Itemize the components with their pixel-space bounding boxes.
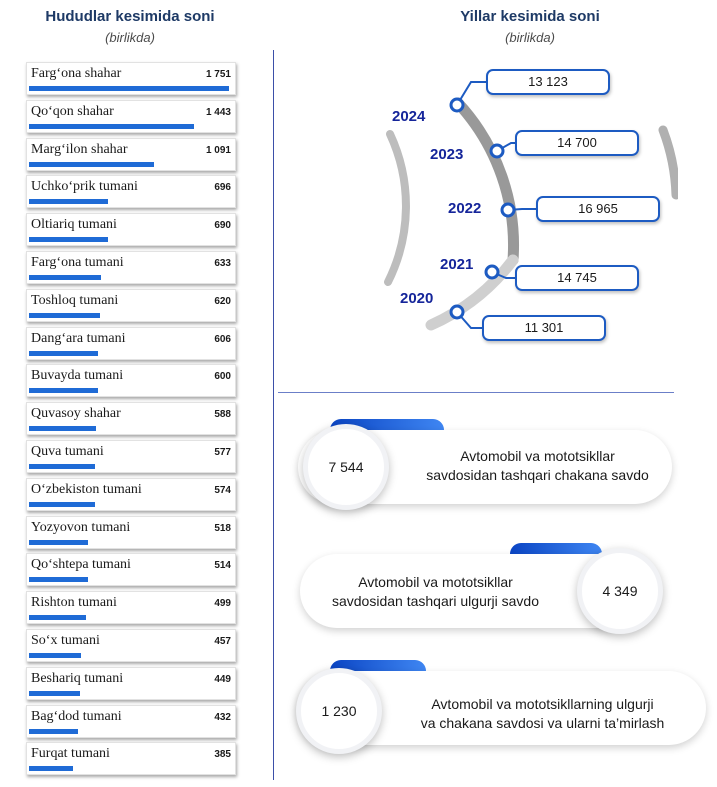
region-row xyxy=(26,138,236,171)
region-name: Farg‘ona tumani xyxy=(31,255,124,270)
year-value-box: 16 965 xyxy=(536,196,660,222)
region-value: 690 xyxy=(214,220,231,232)
region-bar xyxy=(29,540,88,545)
region-bar xyxy=(29,351,98,356)
region-row xyxy=(26,364,236,397)
region-value: 574 xyxy=(214,484,231,496)
year-value-box: 14 745 xyxy=(515,265,639,291)
vertical-divider xyxy=(273,50,274,780)
region-name: Buvayda tumani xyxy=(31,368,124,384)
region-name: Quva tumani xyxy=(31,444,104,459)
region-row xyxy=(26,175,236,208)
year-label: 2021 xyxy=(440,256,474,273)
region-value: 620 xyxy=(214,295,231,307)
regions-subtitle: (birlikda) xyxy=(105,30,155,45)
year-value-box: 13 123 xyxy=(486,69,610,95)
region-value: 606 xyxy=(214,333,231,345)
region-name: Oltiariq tumani xyxy=(31,217,117,233)
region-value: 600 xyxy=(214,371,231,383)
years-subtitle: (birlikda) xyxy=(505,30,555,45)
card-1-line-1: Avtomobil va mototsikllar xyxy=(460,448,615,464)
region-value: 633 xyxy=(214,258,231,269)
horizontal-divider xyxy=(278,392,674,393)
region-bar xyxy=(29,388,98,393)
region-value: 1 091 xyxy=(205,144,231,156)
region-name: Qo‘qon shahar xyxy=(31,103,114,119)
year-label: 2023 xyxy=(430,146,464,163)
region-value: 518 xyxy=(214,522,231,534)
region-value: 1 443 xyxy=(205,106,231,118)
card-3-line-1: Avtomobil va mototsikllarning ulgurji xyxy=(431,696,654,712)
card-3-text xyxy=(390,695,695,733)
region-name: Qo‘shtepa tumani xyxy=(31,557,131,573)
card-1-text xyxy=(400,447,675,485)
region-value: 577 xyxy=(214,447,231,458)
region-bar xyxy=(29,237,108,242)
region-row xyxy=(26,289,236,322)
region-row xyxy=(26,629,236,662)
region-row xyxy=(26,591,236,624)
region-name: Marg‘ilon shahar xyxy=(31,141,128,157)
region-bar xyxy=(29,313,100,318)
regions-title: Hududlar kesimida soni xyxy=(45,8,215,25)
year-label: 2024 xyxy=(392,108,426,125)
region-row xyxy=(26,742,236,775)
region-bar xyxy=(29,577,88,582)
region-bar xyxy=(29,199,108,204)
region-name: Rishton tumani xyxy=(31,595,117,611)
year-marker xyxy=(451,306,463,318)
year-marker xyxy=(491,145,503,157)
card-2-text xyxy=(298,573,573,611)
region-value: 514 xyxy=(214,560,231,572)
region-name: Quvasoy shahar xyxy=(31,406,121,422)
card-1-value: 7 544 xyxy=(303,424,389,510)
region-name: Bag‘dod tumani xyxy=(31,708,122,724)
region-row xyxy=(26,440,236,473)
year-marker xyxy=(502,204,514,216)
region-row xyxy=(26,62,236,95)
year-marker xyxy=(451,99,463,111)
card-2-line-1: Avtomobil va mototsikllar xyxy=(358,574,513,590)
region-bar xyxy=(29,162,154,167)
year-value-box: 14 700 xyxy=(515,130,639,156)
year-label: 2022 xyxy=(448,200,482,217)
region-name: Farg‘ona shahar xyxy=(31,66,122,81)
region-bar xyxy=(29,729,78,734)
region-row xyxy=(26,327,236,360)
inner-arc-top xyxy=(663,130,676,195)
region-value: 449 xyxy=(214,673,231,685)
region-bar xyxy=(29,86,229,91)
card-3-line-2: va chakana savdosi va ularni ta’mirlash xyxy=(420,715,665,731)
region-row xyxy=(26,516,236,549)
left-arc xyxy=(388,134,406,282)
region-value: 385 xyxy=(214,749,231,761)
year-label: 2020 xyxy=(400,290,434,307)
region-row xyxy=(26,478,236,511)
region-row xyxy=(26,705,236,738)
region-value: 432 xyxy=(214,711,231,723)
region-name: Beshariq tumani xyxy=(31,670,124,686)
region-bar xyxy=(29,464,95,469)
card-2-line-2: savdosidan tashqari ulgurji savdo xyxy=(331,593,539,609)
region-bar xyxy=(29,275,101,280)
region-name: So‘x tumani xyxy=(31,633,100,648)
region-name: Toshloq tumani xyxy=(31,292,119,308)
region-value: 499 xyxy=(214,598,231,610)
region-bar xyxy=(29,615,86,620)
region-name: Yozyovon tumani xyxy=(31,519,131,535)
region-value: 696 xyxy=(214,182,231,194)
card-1-line-2: savdosidan tashqari chakana savdo xyxy=(426,467,649,483)
region-bar xyxy=(29,502,95,507)
region-name: Uchko‘prik tumani xyxy=(31,179,138,195)
region-value: 588 xyxy=(214,409,231,421)
main-arc xyxy=(458,103,514,260)
year-value-box: 11 301 xyxy=(482,315,606,341)
region-name: Dang‘ara tumani xyxy=(31,330,126,346)
region-bar xyxy=(29,691,80,696)
region-row xyxy=(26,402,236,435)
region-row xyxy=(26,667,236,700)
region-bar xyxy=(29,653,81,658)
region-row xyxy=(26,213,236,246)
region-row xyxy=(26,100,236,133)
card-2-value: 4 349 xyxy=(577,548,663,634)
region-bar xyxy=(29,124,194,129)
years-title: Yillar kesimida soni xyxy=(460,8,600,25)
region-row xyxy=(26,553,236,586)
region-bar xyxy=(29,766,73,771)
region-value: 1 751 xyxy=(205,69,231,80)
region-bar xyxy=(29,426,96,431)
region-row xyxy=(26,251,236,284)
region-value: 457 xyxy=(214,636,231,647)
card-3-value: 1 230 xyxy=(296,668,382,754)
region-name: O‘zbekiston tumani xyxy=(31,481,142,497)
region-name: Furqat tumani xyxy=(31,746,110,762)
year-marker xyxy=(486,266,498,278)
